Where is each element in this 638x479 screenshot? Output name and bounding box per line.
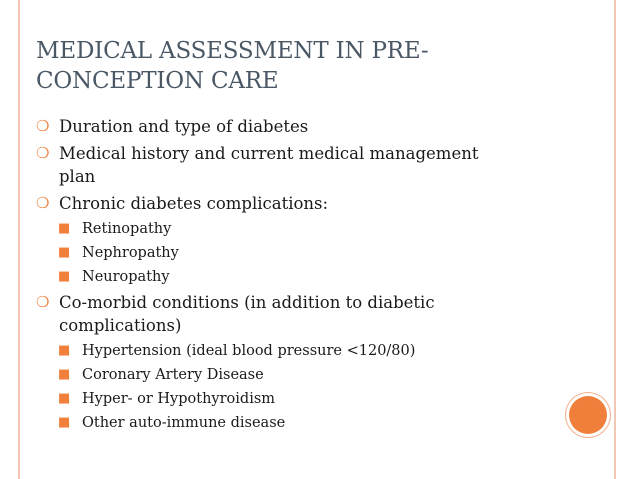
- list-item: [36, 115, 506, 138]
- sub-list-item: [36, 413, 506, 433]
- list-item: [36, 192, 506, 215]
- slide-title: MEDICAL ASSESSMENT IN PRE-CONCEPTION CARE: [36, 38, 429, 94]
- hollow-circle-bullet-icon: ❍: [36, 293, 50, 311]
- sub-list-item: [36, 267, 506, 287]
- sub-list-item: [36, 341, 506, 361]
- sub-list-item-text: Neuropathy: [82, 269, 170, 285]
- filled-square-bullet-icon: ■: [58, 269, 71, 284]
- sub-list-item-text: Nephropathy: [82, 245, 179, 261]
- sub-list-item: [36, 243, 506, 263]
- filled-square-bullet-icon: ■: [58, 221, 71, 236]
- slide-frame-right: [614, 0, 616, 479]
- list-item-text: Chronic diabetes complications:: [59, 194, 329, 213]
- list-item-text: Co-morbid conditions (in addition to diabetic complications): [59, 293, 435, 335]
- sub-list-item-text: Hypertension (ideal blood pressure <120/80): [82, 343, 416, 359]
- list-item-text: Medical history and current medical management plan: [59, 144, 479, 186]
- slide-frame-left: [18, 0, 20, 479]
- hollow-circle-bullet-icon: ❍: [36, 194, 50, 212]
- sub-list-item-text: Hyper- or Hypothyroidism: [82, 391, 276, 407]
- filled-square-bullet-icon: ■: [58, 367, 71, 382]
- filled-square-bullet-icon: ■: [58, 343, 71, 358]
- decorative-circle-icon: [569, 396, 607, 434]
- hollow-circle-bullet-icon: ❍: [36, 144, 50, 162]
- list-item: [36, 142, 506, 188]
- filled-square-bullet-icon: ■: [58, 245, 71, 260]
- filled-square-bullet-icon: ■: [58, 391, 71, 406]
- sub-list-item-text: Retinopathy: [82, 221, 172, 237]
- hollow-circle-bullet-icon: ❍: [36, 117, 50, 135]
- list-item-text: Duration and type of diabetes: [59, 117, 309, 136]
- sub-list-item-text: Coronary Artery Disease: [82, 367, 264, 383]
- sub-list-item: [36, 389, 506, 409]
- sub-list-item-text: Other auto-immune disease: [82, 415, 286, 431]
- sub-list-item: [36, 219, 506, 239]
- bullet-list: [36, 115, 506, 437]
- filled-square-bullet-icon: ■: [58, 415, 71, 430]
- list-item: [36, 291, 506, 337]
- sub-list-item: [36, 365, 506, 385]
